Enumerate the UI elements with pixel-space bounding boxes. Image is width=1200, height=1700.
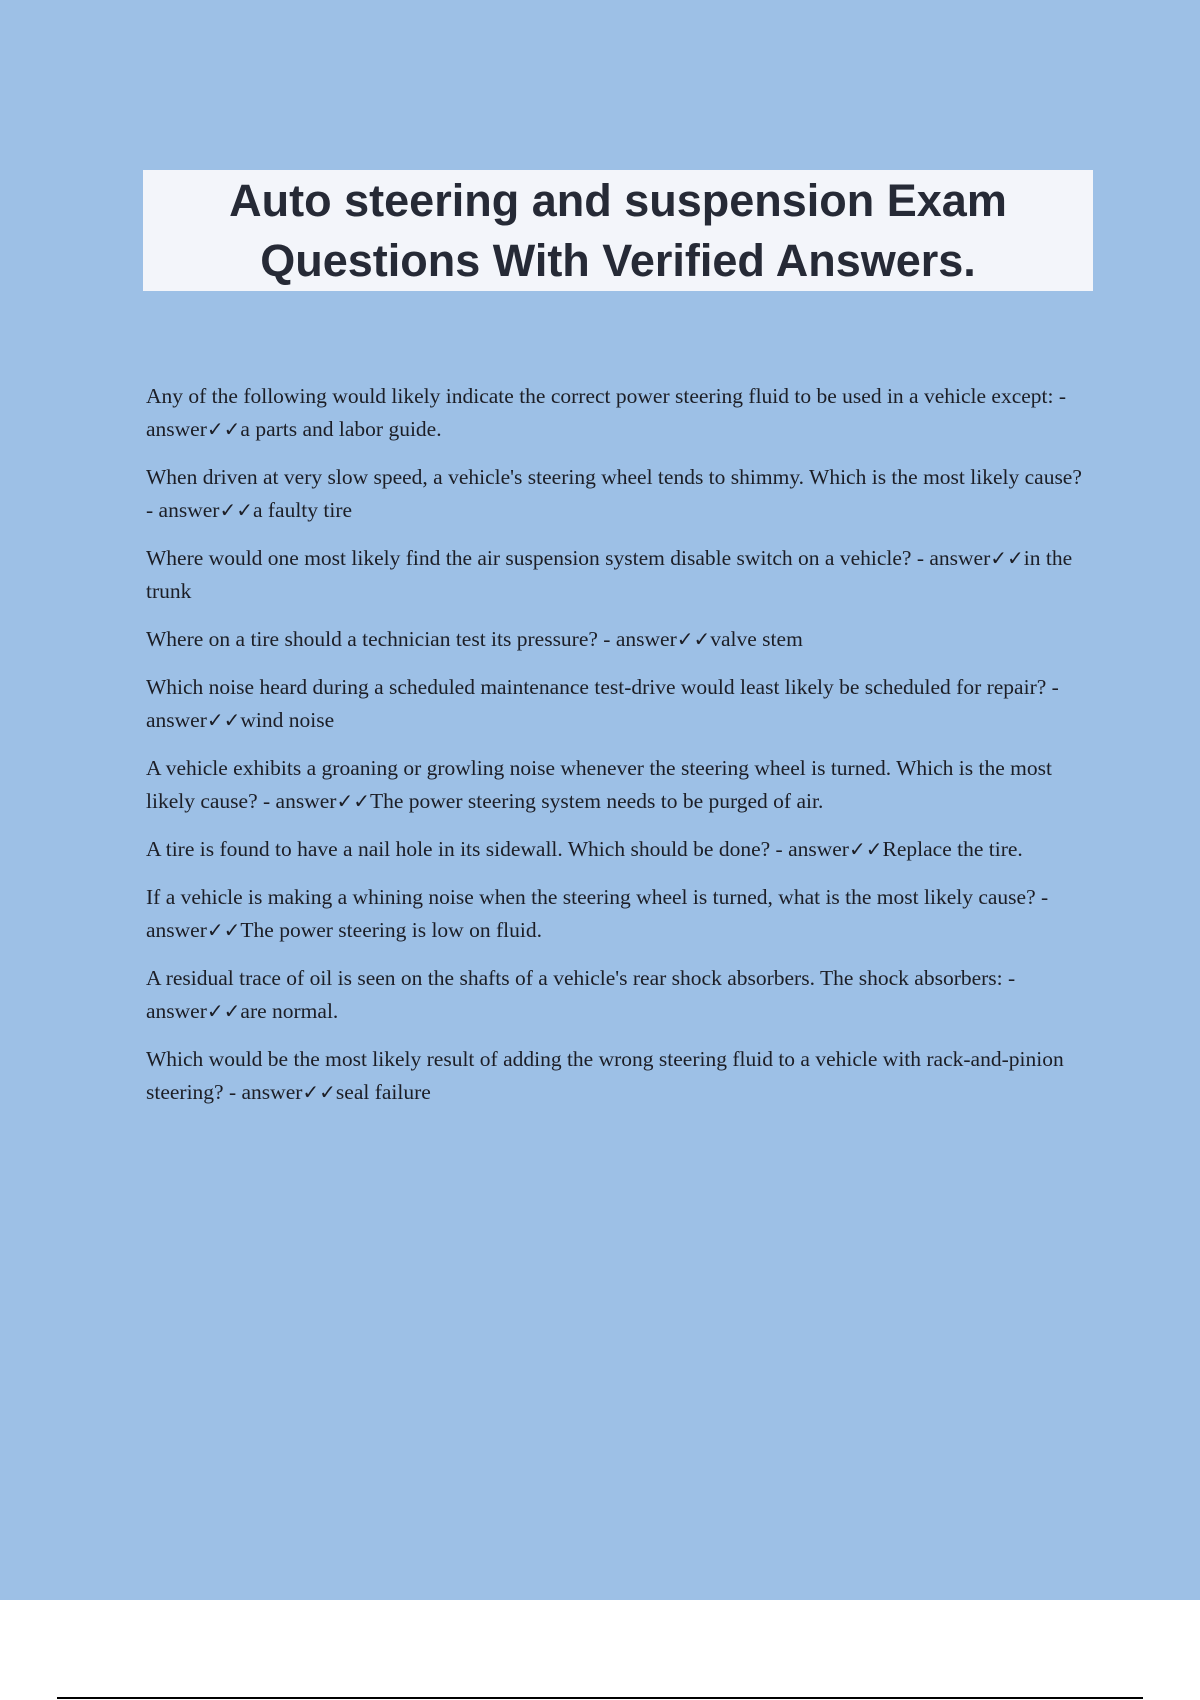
question-text: When driven at very slow speed, a vehicle's steering wheel tends to shimmy. Which is the most likely cause? - answer xyxy=(146,465,1082,522)
qa-item xyxy=(146,881,1091,947)
qa-item xyxy=(146,461,1091,527)
question-text: A tire is found to have a nail hole in its sidewall. Which should be done? - answer xyxy=(146,837,849,861)
qa-list xyxy=(146,380,1091,1124)
answer-text: a faulty tire xyxy=(252,498,353,522)
answer-text: are normal. xyxy=(240,999,339,1023)
question-text: Where on a tire should a technician test its pressure? - answer xyxy=(146,627,677,651)
double-check-icon: ✓✓ xyxy=(206,708,241,732)
double-check-icon: ✓✓ xyxy=(336,789,370,813)
question-text: Where would one most likely find the air suspension system disable switch on a vehicle? - answer xyxy=(146,546,991,570)
double-check-icon: ✓✓ xyxy=(206,417,241,441)
answer-text: The power steering is low on fluid. xyxy=(240,918,542,942)
title-box xyxy=(143,170,1093,291)
double-check-icon: ✓✓ xyxy=(206,999,241,1023)
answer-text: Replace the tire. xyxy=(882,837,1023,861)
question-text: If a vehicle is making a whining noise when the steering wheel is turned, what is the most likely cause? - answer xyxy=(146,885,1049,942)
footer-divider xyxy=(57,1697,1143,1699)
question-text: Which would be the most likely result of adding the wrong steering fluid to a vehicle with rack-and-pinion steering? - answer xyxy=(146,1047,1064,1104)
qa-item xyxy=(146,623,1091,656)
double-check-icon: ✓✓ xyxy=(990,546,1024,570)
qa-item xyxy=(146,1043,1091,1109)
question-text: A vehicle exhibits a groaning or growling noise whenever the steering wheel is turned. Which is the most likely cause? - answer xyxy=(146,756,1052,813)
question-text: Any of the following would likely indicate the correct power steering fluid to be used in a vehicle except: - answer xyxy=(146,384,1067,441)
answer-text: in the trunk xyxy=(146,546,1073,603)
qa-item xyxy=(146,542,1091,608)
question-text: Which noise heard during a scheduled maintenance test-drive would least likely be scheduled for repair? - answer xyxy=(146,675,1059,732)
double-check-icon: ✓✓ xyxy=(302,1080,336,1104)
qa-item xyxy=(146,380,1091,446)
answer-text: The power steering system needs to be purged of air. xyxy=(369,789,824,813)
qa-item xyxy=(146,671,1091,737)
title-line-2: Questions With Verified Answers. xyxy=(260,234,976,286)
qa-item xyxy=(146,962,1091,1028)
answer-text: a parts and labor guide. xyxy=(240,417,442,441)
title-line-1: Auto steering and suspension Exam xyxy=(229,174,1007,226)
double-check-icon: ✓✓ xyxy=(206,918,241,942)
qa-item xyxy=(146,833,1091,866)
document-title xyxy=(229,171,1007,291)
answer-text: valve stem xyxy=(710,627,803,651)
double-check-icon: ✓✓ xyxy=(676,627,711,651)
question-text: A residual trace of oil is seen on the shafts of a vehicle's rear shock absorbers. The shock absorbers: - answer xyxy=(146,966,1016,1023)
double-check-icon: ✓✓ xyxy=(848,837,883,861)
answer-text: seal failure xyxy=(335,1080,431,1104)
answer-text: wind noise xyxy=(240,708,335,732)
qa-item xyxy=(146,752,1091,818)
double-check-icon: ✓✓ xyxy=(219,498,253,522)
